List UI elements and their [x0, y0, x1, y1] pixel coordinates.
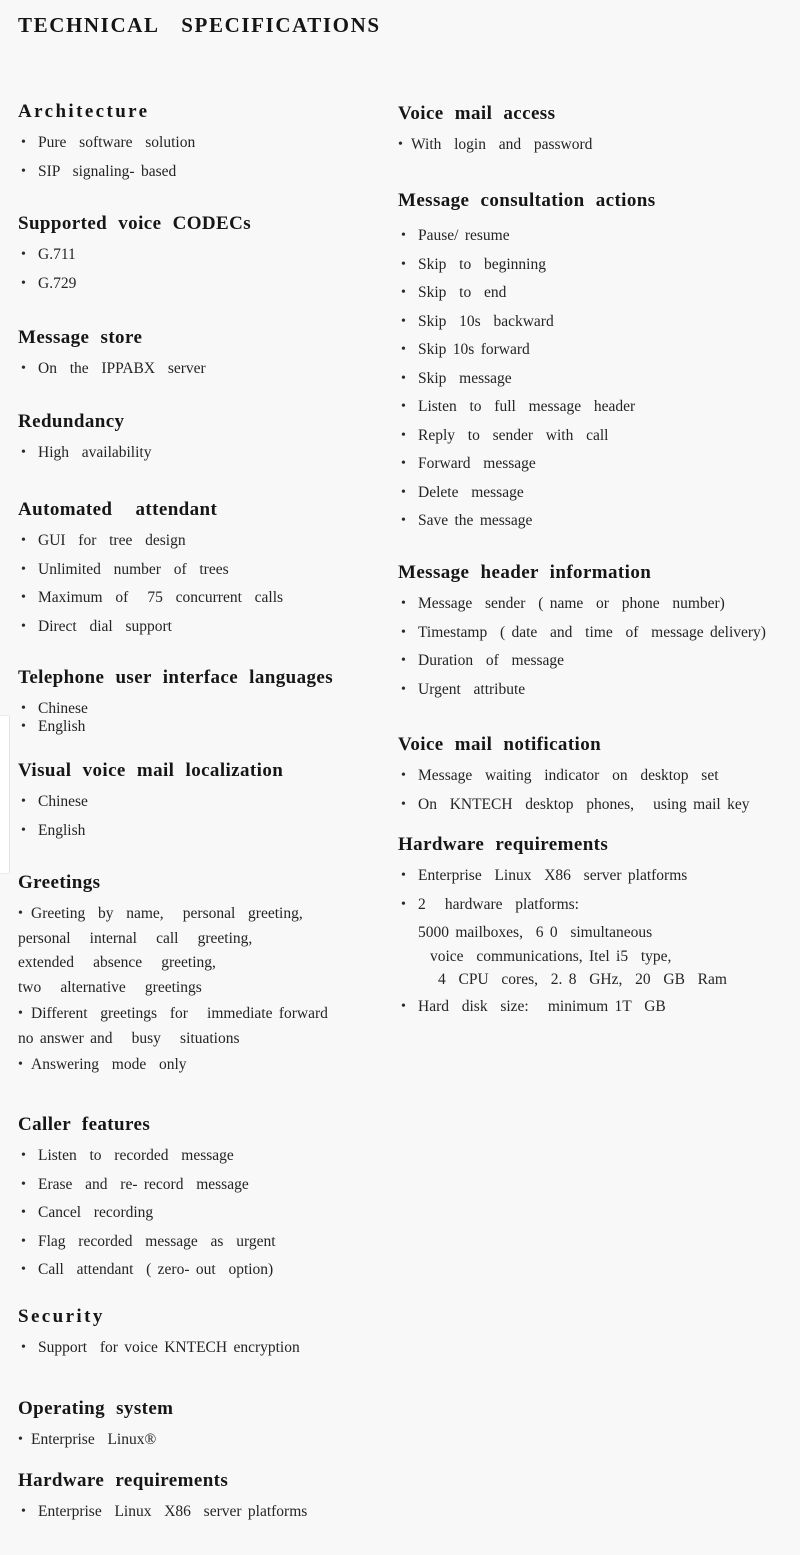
bullet-item — [18, 618, 390, 636]
bullet-item — [398, 767, 792, 785]
bullet-item — [18, 360, 390, 378]
left-column — [18, 0, 390, 1555]
bullet-item — [398, 896, 792, 914]
section-heading: Greetings — [18, 872, 101, 893]
bullet-item-text: • Save the message — [418, 512, 533, 529]
bullet-item — [18, 246, 390, 264]
section-heading: Hardware requirements — [398, 834, 609, 855]
bullet-item-text: 5000 mailboxes, 6 0 simultaneous — [418, 924, 653, 941]
bullet-item-text: • Delete message — [418, 483, 524, 501]
bullet-item-text: • High availability — [38, 444, 152, 461]
bullet-item-text: • Greeting by name, personal greeting, — [31, 905, 303, 922]
bullet-item-text: • Pause/ resume — [418, 227, 510, 244]
bullet-item-text: • Hard disk size: minimum 1T GB — [418, 997, 666, 1015]
section-heading: Telephone user interface languages — [18, 667, 334, 688]
bullet-item — [398, 227, 792, 245]
bullet-item-text: • Skip message — [418, 369, 512, 387]
bullet-item — [18, 718, 390, 736]
bullet-item-text: 4 CPU cores, 2. 8 GHz, 20 GB Ram — [438, 971, 727, 988]
bullet-item — [398, 867, 792, 885]
bullet-item-continuation — [18, 954, 390, 972]
section-redundancy — [18, 410, 390, 473]
bullet-item-text: voice communications, Itel i5 type, — [430, 947, 672, 965]
bullet-item — [18, 1339, 390, 1357]
bullet-item — [398, 313, 792, 331]
bullet-item-text: • Chinese — [38, 793, 88, 810]
section-hardware-requirements-right — [398, 833, 792, 1026]
bullet-item-text: • Duration of message — [418, 652, 565, 669]
bullet-item — [18, 163, 390, 181]
bullet-item-text: • SIP signaling- based — [38, 162, 177, 180]
bullet-item-text: • With login and password — [411, 136, 593, 153]
section-heading: Architecture — [18, 101, 150, 122]
section-heading: Redundancy — [18, 411, 125, 432]
section-heading: Voice mail access — [398, 103, 556, 124]
section-message-consultation-actions — [398, 189, 792, 541]
bullet-item — [398, 796, 792, 814]
bullet-item-text: • English — [38, 821, 86, 839]
bullet-item-text: • Maximum of 75 concurrent calls — [38, 589, 284, 606]
bullet-item-text: • Answering mode only — [31, 1056, 187, 1073]
bullet-item — [398, 341, 792, 359]
bullet-item-continuation — [18, 979, 390, 997]
bullet-item — [18, 905, 390, 923]
bullet-item-text: • On the IPPABX server — [38, 360, 206, 377]
bullet-item — [18, 700, 390, 718]
section-voice-mail-access — [398, 102, 792, 165]
bullet-item — [398, 595, 792, 613]
bullet-item-text: • Message waiting indicator on desktop set — [418, 767, 719, 784]
section-heading: Message header information — [398, 562, 652, 583]
bullet-item-text: • Enterprise Linux X86 server platforms — [38, 1503, 308, 1520]
bullet-item — [398, 370, 792, 388]
bullet-item-text: • G.729 — [38, 274, 77, 292]
section-architecture — [18, 100, 390, 191]
bullet-item-text: • Skip to beginning — [418, 255, 546, 273]
bullet-item-text: • Unlimited number of trees — [38, 560, 229, 578]
bullet-item — [398, 652, 792, 670]
bullet-item — [398, 484, 792, 502]
bullet-item-text: • Enterprise Linux X86 server platforms — [418, 867, 688, 884]
section-heading: Message store — [18, 327, 143, 348]
section-voice-mail-notification — [398, 733, 792, 824]
bullet-item — [398, 284, 792, 302]
bullet-item-continuation — [398, 924, 792, 942]
section-heading: Security — [18, 1306, 105, 1327]
bullet-item-text: • G.711 — [38, 246, 76, 263]
bullet-item-continuation — [18, 930, 390, 948]
bullet-item — [398, 256, 792, 274]
section-heading: Caller features — [18, 1114, 151, 1135]
bullet-item — [18, 1056, 390, 1074]
bullet-item-text: • GUI for tree design — [38, 532, 186, 549]
bullet-item — [18, 1261, 390, 1279]
bullet-item-text: • Direct dial support — [38, 617, 172, 635]
bullet-item-text: • Urgent attribute — [418, 680, 526, 698]
bullet-item — [398, 998, 792, 1016]
bullet-item-continuation — [398, 971, 792, 989]
bullet-item — [398, 512, 792, 530]
bullet-item — [398, 681, 792, 699]
bullet-item — [18, 532, 390, 550]
bullet-item-text: personal internal call greeting, — [18, 929, 253, 947]
section-heading: Automated attendant — [18, 499, 218, 520]
bullet-item-text: • Erase and re- record message — [38, 1175, 249, 1193]
bullet-item-text: two alternative greetings — [18, 978, 202, 996]
section-heading: Message consultation actions — [398, 190, 656, 211]
bullet-item — [18, 1503, 390, 1521]
bullet-item-text: • Forward message — [418, 455, 536, 472]
bullet-item-text: • Call attendant ( zero- out option) — [38, 1261, 274, 1278]
section-heading: Hardware requirements — [18, 1470, 229, 1491]
bullet-item — [18, 444, 390, 462]
bullet-item — [398, 624, 792, 642]
section-heading: Operating system — [18, 1398, 174, 1419]
bullet-item-text: • Message sender ( name or phone number) — [418, 595, 725, 612]
bullet-item-text: • Skip to end — [418, 284, 507, 301]
bullet-item — [18, 275, 390, 293]
bullet-item-continuation — [398, 948, 792, 966]
section-visual-voice-mail-localization — [18, 759, 390, 850]
bullet-item-text: no answer and busy situations — [18, 1029, 240, 1047]
bullet-item-text: • Timestamp ( date and time of message delivery) — [418, 623, 766, 641]
bullet-item — [18, 1233, 390, 1251]
section-heading: Visual voice mail localization — [18, 760, 284, 781]
section-heading: Voice mail notification — [398, 734, 602, 755]
bullet-item — [18, 793, 390, 811]
bullet-item-text: • Skip 10s forward — [418, 341, 530, 358]
bullet-item-text: • Chinese — [38, 700, 88, 717]
section-telephone-ui-languages — [18, 666, 390, 735]
bullet-item-text: • Pure software solution — [38, 134, 196, 151]
section-caller-features — [18, 1113, 390, 1290]
bullet-item — [18, 1176, 390, 1194]
section-greetings — [18, 871, 390, 1081]
bullet-item-text: • Skip 10s backward — [418, 312, 554, 330]
section-operating-system — [18, 1397, 390, 1460]
bullet-item-text: • Cancel recording — [38, 1204, 154, 1221]
bullet-item-text: • English — [38, 717, 86, 735]
section-message-header-information — [398, 561, 792, 709]
bullet-item-text: • 2 hardware platforms: — [418, 895, 579, 913]
section-supported-voice-codecs — [18, 212, 390, 303]
bullet-item — [398, 136, 792, 154]
bullet-item-continuation — [18, 1030, 390, 1048]
bullet-item-text: • Reply to sender with call — [418, 426, 609, 444]
bullet-item-text: • Listen to recorded message — [38, 1147, 234, 1164]
section-automated-attendant — [18, 498, 390, 646]
section-security — [18, 1305, 390, 1368]
bullet-item — [18, 1431, 390, 1449]
section-heading: Supported voice CODECs — [18, 213, 251, 234]
bullet-item — [18, 1005, 390, 1023]
bullet-item-text: • Different greetings for immediate forward — [31, 1005, 328, 1022]
bullet-item-text: • Flag recorded message as urgent — [38, 1232, 276, 1250]
bullet-item-text: • Listen to full message header — [418, 398, 636, 415]
bullet-item — [18, 561, 390, 579]
bullet-item-text: extended absence greeting, — [18, 954, 216, 971]
bullet-item — [398, 398, 792, 416]
bullet-item — [398, 455, 792, 473]
scan-artifact-strip — [0, 716, 9, 873]
bullet-item — [18, 134, 390, 152]
bullet-item — [18, 1147, 390, 1165]
bullet-item-text: • Enterprise Linux® — [31, 1431, 157, 1448]
bullet-item — [18, 822, 390, 840]
bullet-item-text: • On KNTECH desktop phones, using mail key — [418, 795, 750, 813]
bullet-item-text: • Support for voice KNTECH encryption — [38, 1339, 300, 1356]
section-hardware-requirements-left — [18, 1469, 390, 1532]
page-title: TECHNICAL SPECIFICATIONS — [18, 13, 381, 37]
bullet-item — [398, 427, 792, 445]
section-message-store — [18, 326, 390, 389]
bullet-item — [18, 589, 390, 607]
bullet-item — [18, 1204, 390, 1222]
right-column — [398, 0, 792, 1555]
